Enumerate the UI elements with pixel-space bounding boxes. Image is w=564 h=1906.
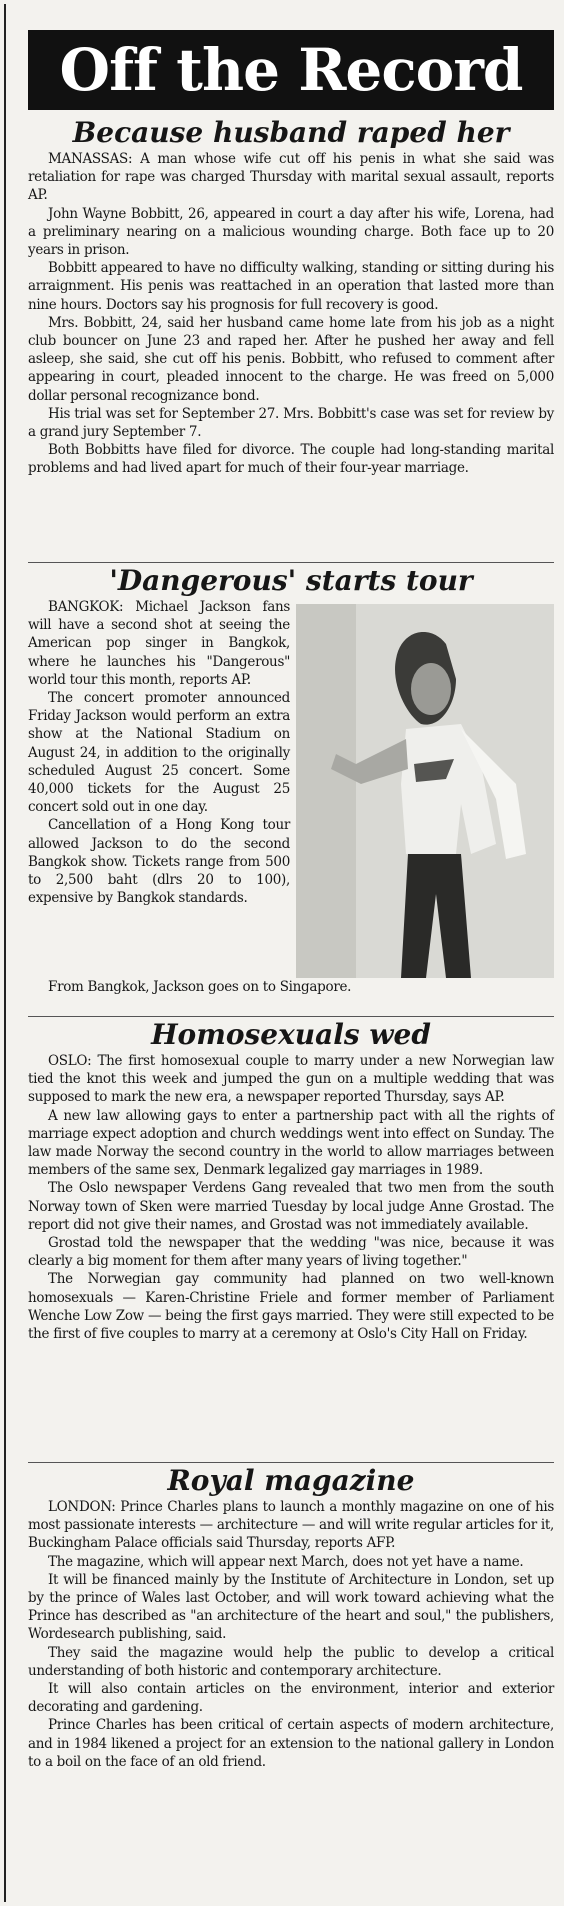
article-headline: Because husband raped her (72, 116, 510, 149)
article-body (28, 150, 554, 478)
article-paragraph: Mrs. Bobbitt, 24, said her husband came home late from his job as a night club bouncer on June 23 and raped her. After he pushed her away and fell asleep, she said, she cut off his penis. Bobbitt, who refused to comment after appearing in court, pleaded innocent to the charge. He was freed on 5,000 dollar personal recognizance bond. (28, 314, 554, 404)
masthead (28, 30, 554, 110)
article-paragraph: Both Bobbitts have filed for divorce. The couple had long-standing marital problems and had lived apart for much of their four-year marriage. (28, 442, 554, 477)
article-wrap (28, 598, 554, 978)
article-headline: 'Dangerous' starts tour (109, 564, 473, 597)
article-headline: Homosexuals wed (151, 1018, 431, 1051)
article-royal (28, 1464, 554, 1771)
article-headline: Royal magazine (167, 1464, 415, 1497)
masthead-title: Off the Record (59, 36, 523, 104)
article-paragraph: His trial was set for September 27. Mrs. Bobbitt's case was set for review by a grand jury September 7. (28, 405, 554, 441)
article-body (28, 598, 296, 978)
section-divider (28, 562, 554, 563)
section-divider (28, 1016, 554, 1017)
section-divider (28, 1462, 554, 1463)
article-paragraph: From Bangkok, Jackson goes on to Singapore. (48, 979, 352, 995)
article-paragraph: Bobbitt appeared to have no difficulty walking, standing or sitting during his arraignment. His penis was reattached in an operation that lasted more than nine hours. Doctors say his prognosis for full recovery is good. (28, 260, 554, 313)
article-paragraph: MANASSAS: A man whose wife cut off his penis in what she said was retaliation for rape was charged Thursday with marital sexual assault, reports AP. (28, 151, 554, 204)
photo-figure (296, 604, 554, 978)
article-paragraph: LONDON: Prince Charles plans to launch a monthly magazine on one of his most passionate interests — architecture — and will write regular articles for it, Buckingham Palace officials said Thursday, reports AFP. (28, 1499, 554, 1552)
article-paragraph: It will be financed mainly by the Institute of Architecture in London, set up by the prince of Wales last October, and will work toward achieving what the Prince has described as "an architecture of the heart and soul," the publishers, Wordesearch publishing, said. (28, 1571, 554, 1643)
article-paragraph: John Wayne Bobbitt, 26, appeared in court a day after his wife, Lorena, had a preliminary nearing on a malicious wounding charge. Both face up to 20 years in prison. (28, 205, 554, 259)
article-paragraph: The concert promoter announced Friday Jackson would perform an extra show at the National Stadium on August 24, in addition to the originally scheduled August 25 concert. Some 40,000 tickets for the August 25 concert sold out in one day. (28, 690, 290, 816)
article-jackson (28, 564, 554, 996)
michael-jackson-photo (296, 604, 554, 978)
article-paragraph: The magazine, which will appear next March, does not yet have a name. (48, 1553, 524, 1570)
article-paragraph: They said the magazine would help the public to develop a critical understanding of both historic and contemporary architecture. (28, 1644, 554, 1679)
article-oslo (28, 1018, 554, 1343)
article-body-continued (28, 978, 554, 996)
article-bobbitt (28, 116, 554, 478)
article-paragraph: It will also contain articles on the environment, interior and exterior decorating and gardening. (28, 1681, 554, 1716)
article-paragraph: The Oslo newspaper Verdens Gang revealed that two men from the south Norway town of Sken were married Tuesday by local judge Anne Grostad. The report did not give their names, and Grostad was not immediately available. (28, 1180, 554, 1233)
article-body (28, 1052, 554, 1343)
article-paragraph: A new law allowing gays to enter a partnership pact with all the rights of marriage expect adoption and church weddings went into effect on Sunday. The law made Norway the second country in the world to allow marriages between members of the same sex, Denmark legalized gay marriages in 1989. (28, 1107, 555, 1179)
article-paragraph: The Norwegian gay community had planned on two well-known homosexuals — Karen-Christine Friele and former member of Parliament Wenche Low Zow — being the first gays married. They were still expected to be the first of five couples to marry at a ceremony at Oslo's City Hall on Friday. (28, 1271, 554, 1343)
article-paragraph: Prince Charles has been critical of certain aspects of modern architecture, and in 1984 likened a project for an extension to the national gallery in London to a boil on the face of an old friend. (28, 1717, 554, 1770)
article-paragraph: Grostad told the newspaper that the wedding "was nice, because it was clearly a big moment for them after many years of living together." (28, 1235, 554, 1270)
article-paragraph: OSLO: The first homosexual couple to marry under a new Norwegian law tied the knot this week and jumped the gun on a multiple wedding that was supposed to mark the new era, a newspaper reported Thursday, says AP. (28, 1053, 554, 1106)
article-paragraph: BANGKOK: Michael Jackson fans will have a second shot at seeing the American pop singer in Bangkok, where he launches his "Dangerous" world tour this month, reports AP. (28, 599, 290, 688)
article-paragraph: Cancellation of a Hong Kong tour allowed Jackson to do the second Bangkok show. Tickets range from 500 to 2,500 baht (dlrs 20 to 100), expensive by Bangkok standards. (28, 817, 290, 907)
article-body (28, 1498, 554, 1771)
